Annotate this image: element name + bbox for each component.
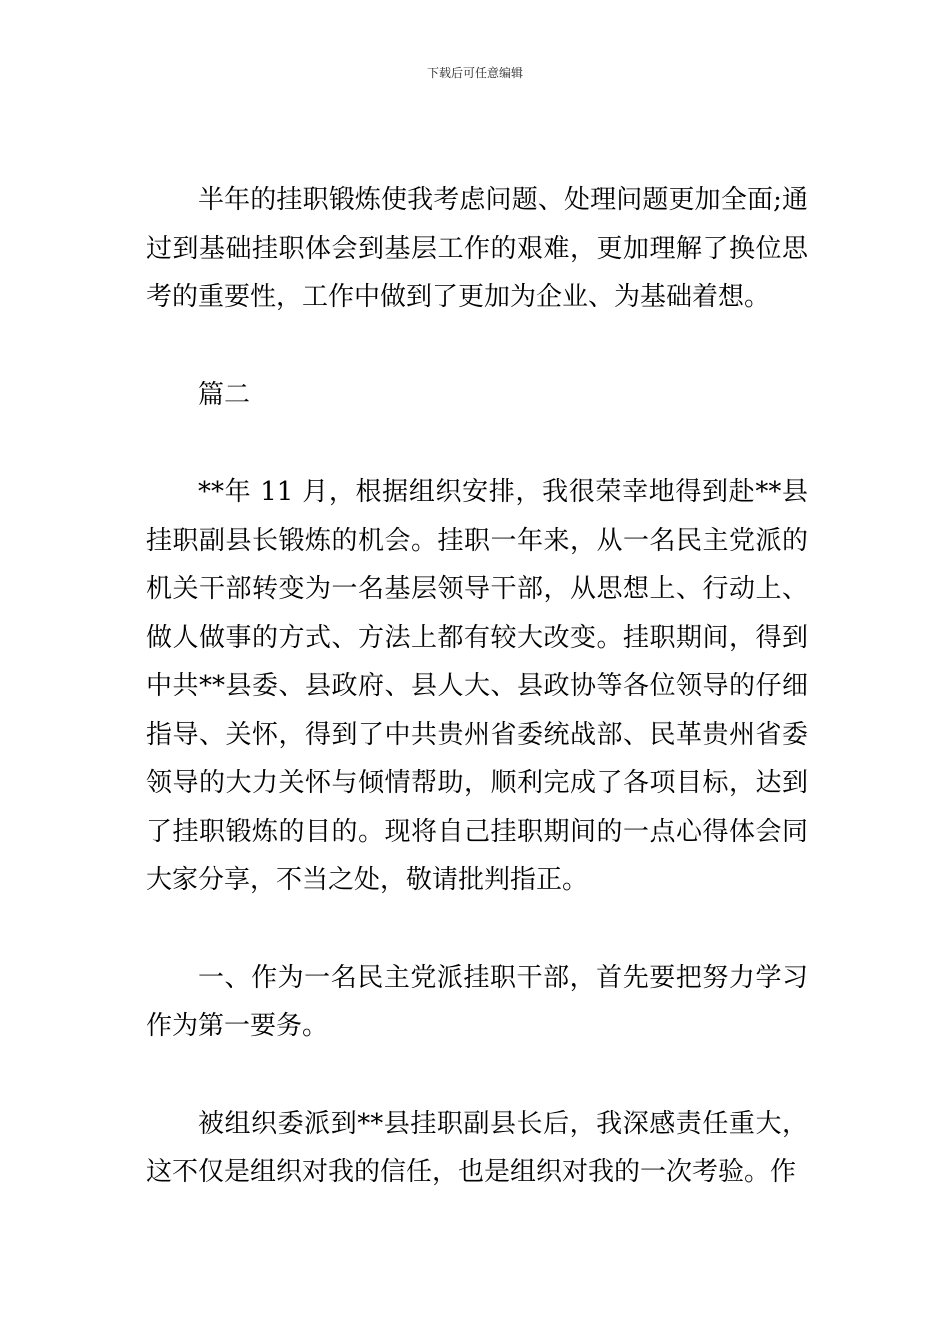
paragraph-summary: 半年的挂职锻炼使我考虑问题、处理问题更加全面;通过到基础挂职体会到基层工作的艰难，更加理解了换位思考的重要性，工作中做到了更加为企业、为基础着想。 bbox=[146, 185, 808, 312]
section-heading-part-two: 篇二 bbox=[198, 379, 251, 410]
paragraph-body: 被组织委派到**县挂职副县长后，我深感责任重大，这不仅是组织对我的信任，也是组织对我的一次考验。作 bbox=[146, 1108, 808, 1187]
paragraph-introduction: **年 11 月，根据组织安排，我很荣幸地得到赴**县挂职副县长锻炼的机会。挂职一年来，从一名民主党派的机关干部转变为一名基层领导干部，从思想上、行动上、做人做事的方式、方法上都有较大改变。挂职期间，得到中共**县委、县政府、县人大、县政协等各位领导的仔细指导、关怀，得到了中共贵州省委统战部、民革贵州省委领导的大力关怀与倾情帮助，顺利完成了各项目标，达到了挂职锻炼的目的。现将自己挂职期间的一点心得体会同大家分享，不当之处，敬请批判指正。 bbox=[146, 477, 808, 895]
page-header: 下载后可任意编辑 bbox=[426, 66, 523, 80]
section-heading-one: 一、作为一名民主党派挂职干部，首先要把努力学习作为第一要务。 bbox=[146, 962, 808, 1041]
document-body bbox=[146, 176, 808, 1197]
